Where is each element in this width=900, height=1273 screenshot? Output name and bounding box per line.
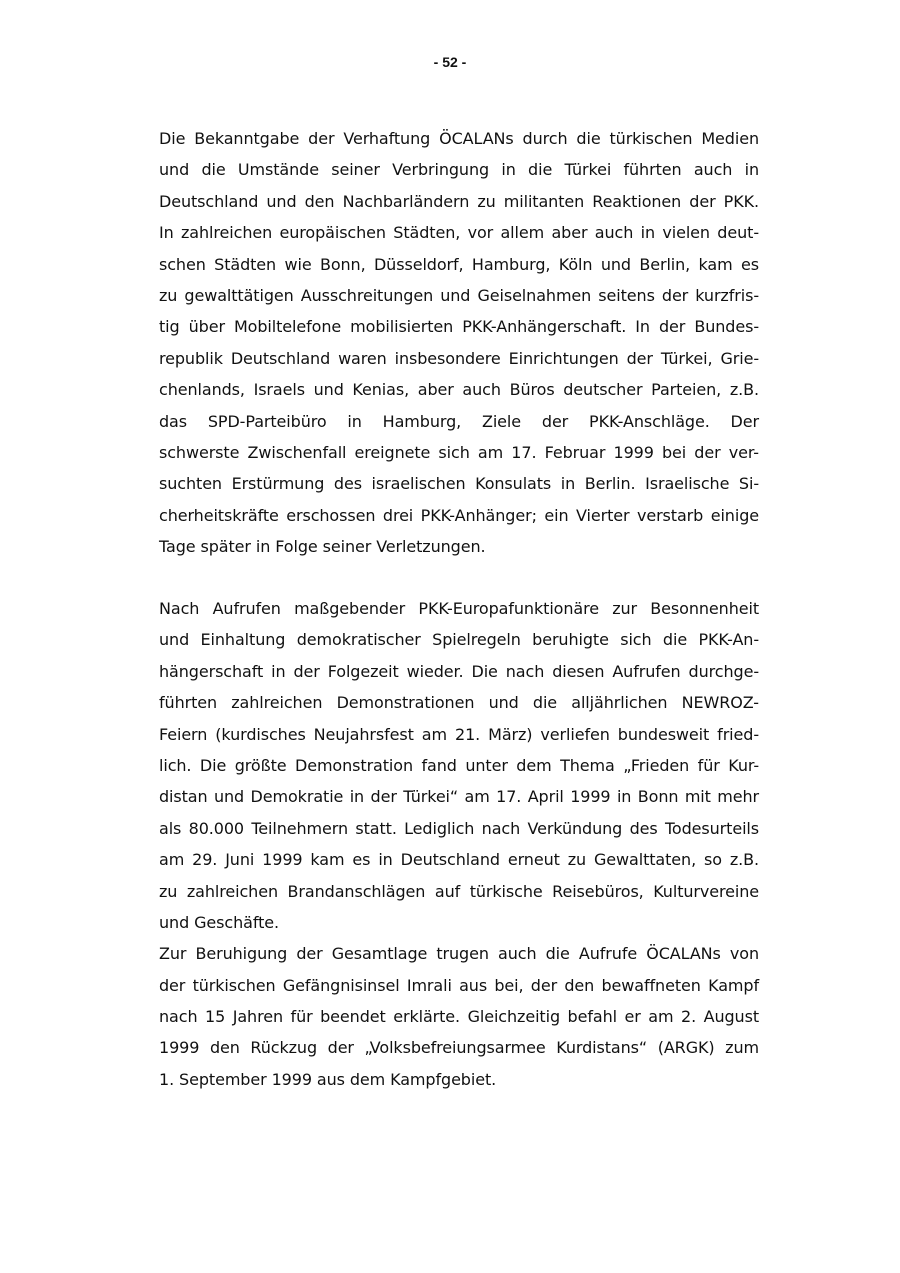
text-line: zu gewalttätigen Ausschreitungen und Geiselnahmen seitens der kurzfris- (159, 285, 759, 305)
text-line: Tage später in Folge seiner Verletzungen. (159, 537, 486, 557)
text-line: lich. Die größte Demonstration fand unter dem Thema „Frieden für Kur- (159, 755, 759, 775)
text-line: führten zahlreichen Demonstrationen und die alljährlichen NEWROZ- (159, 693, 759, 713)
text-line: republik Deutschland waren insbesondere Einrichtungen der Türkei, Grie- (159, 348, 759, 368)
text-line: Nach Aufrufen maßgebender PKK-Europafunktionäre zur Besonnenheit (159, 599, 759, 618)
text-line: schwerste Zwischenfall ereignete sich am 17. Februar 1999 bei der ver- (159, 442, 759, 462)
text-line: In zahlreichen europäischen Städten, vor allem aber auch in vielen deut- (159, 223, 759, 243)
text-line: als 80.000 Teilnehmern statt. Lediglich nach Verkündung des Todesurteils (159, 818, 759, 838)
text-line: tig über Mobiltelefone mobilisierten PKK-Anhängerschaft. In der Bundes- (159, 317, 759, 337)
text-line: Feiern (kurdisches Neujahrsfest am 21. März) verliefen bundesweit fried- (159, 724, 759, 744)
text-line: und Einhaltung demokratischer Spielregeln beruhigte sich die PKK-An- (159, 630, 759, 650)
text-line: Deutschland und den Nachbarländern zu militanten Reaktionen der PKK. (159, 191, 759, 211)
text-line: suchten Erstürmung des israelischen Konsulats in Berlin. Israelische Si- (159, 474, 759, 494)
text-line: chenlands, Israels und Kenias, aber auch Büros deutscher Parteien, z.B. (159, 380, 759, 400)
text-line: und Geschäfte. (159, 912, 279, 932)
text-line: Die Bekanntgabe der Verhaftung ÖCALANs durch die türkischen Medien (159, 129, 759, 148)
text-line: 1. September 1999 aus dem Kampfgebiet. (159, 1069, 497, 1089)
text-line: nach 15 Jahren für beendet erklärte. Gleichzeitig befahl er am 2. August (159, 1007, 759, 1027)
text-line: Zur Beruhigung der Gesamtlage trugen auch die Aufrufe ÖCALANs von (159, 944, 759, 964)
text-line: und die Umstände seiner Verbringung in die Türkei führten auch in (159, 160, 759, 180)
text-line: distan und Demokratie in der Türkei“ am 17. April 1999 in Bonn mit mehr (159, 787, 759, 807)
paragraph-calming-situation (159, 593, 759, 1095)
paragraph-arrest-reactions (159, 123, 759, 562)
text-line: am 29. Juni 1999 kam es in Deutschland erneut zu Gewalttaten, so z.B. (159, 850, 759, 870)
text-line: cherheitskräfte erschossen drei PKK-Anhänger; ein Vierter verstarb einige (159, 505, 759, 525)
text-line: das SPD-Parteibüro in Hamburg, Ziele der PKK-Anschläge. Der (159, 411, 759, 431)
text-line: der türkischen Gefängnisinsel Imrali aus bei, der den bewaffneten Kampf (159, 975, 759, 995)
text-line: schen Städten wie Bonn, Düsseldorf, Hamburg, Köln und Berlin, kam es (159, 254, 759, 274)
text-line: 1999 den Rückzug der „Volksbefreiungsarmee Kurdistans“ (ARGK) zum (159, 1038, 759, 1058)
text-line: zu zahlreichen Brandanschlägen auf türkische Reisebüros, Kulturvereine (159, 881, 759, 901)
text-line: hängerschaft in der Folgezeit wieder. Die nach diesen Aufrufen durchge- (159, 661, 759, 681)
page-number: - 52 - (433, 54, 467, 70)
